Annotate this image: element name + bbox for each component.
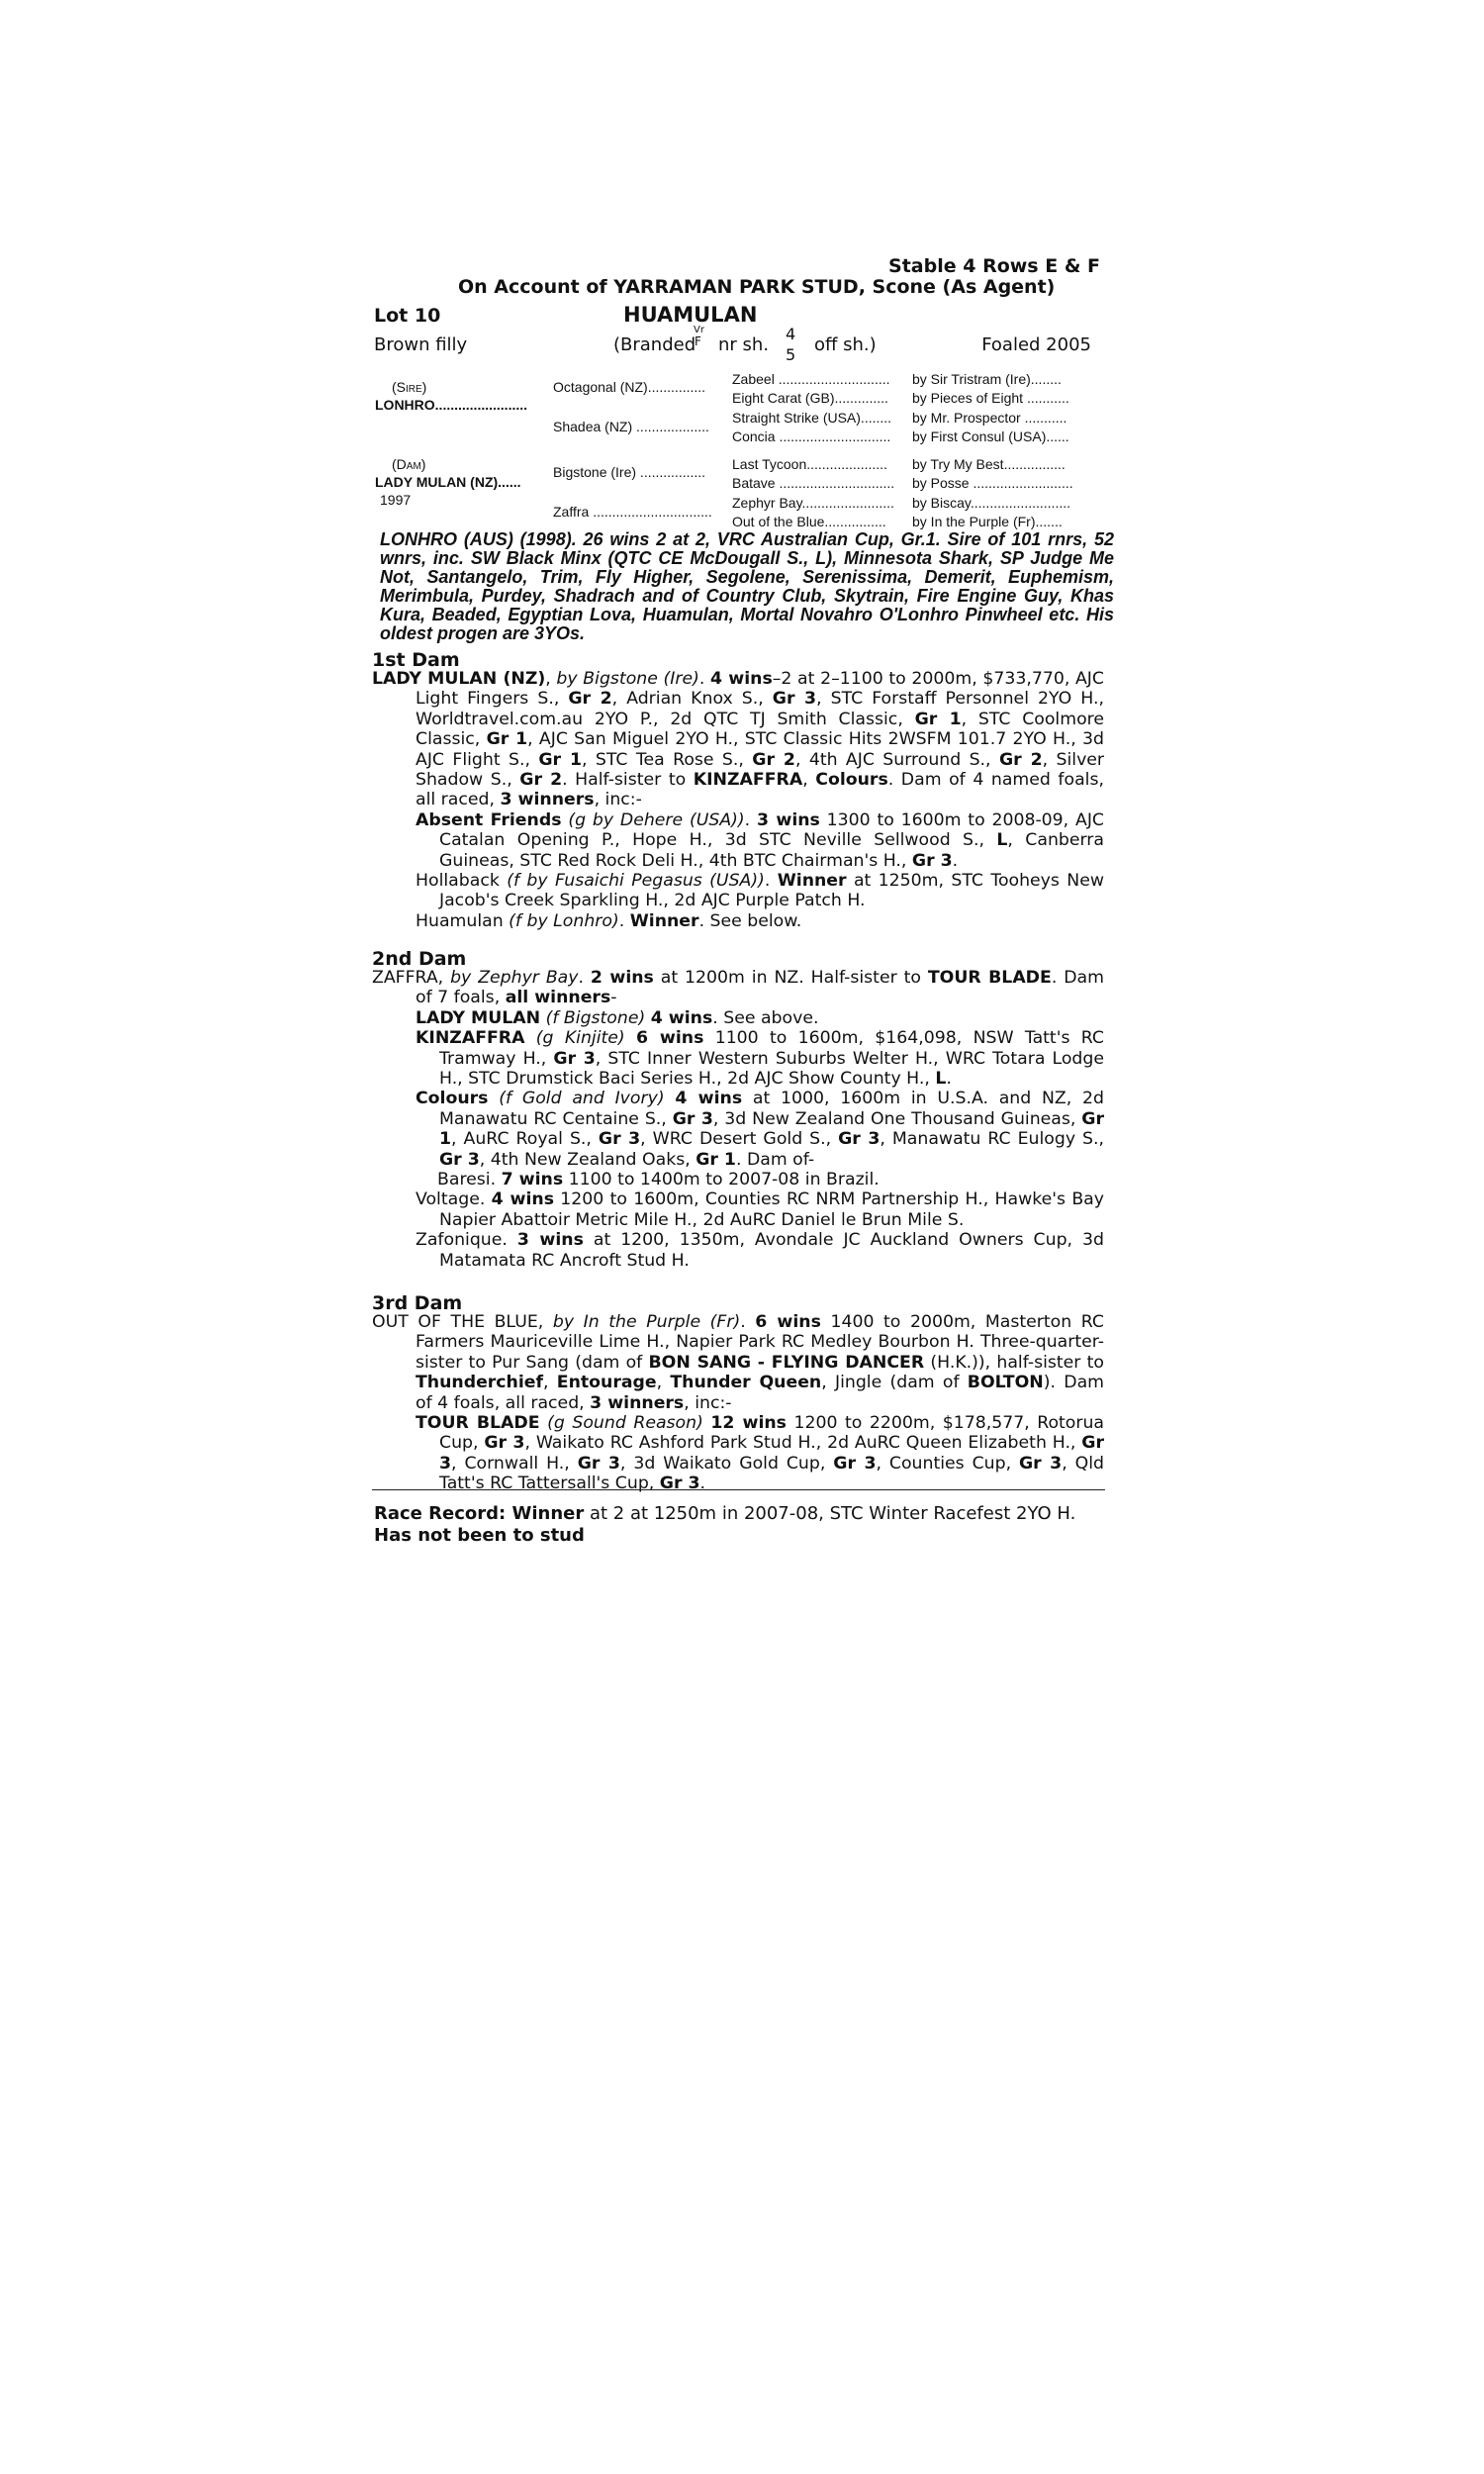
third-dam-section [372, 1312, 1104, 1494]
brand-suffix: off sh.) [814, 334, 877, 355]
brand-mark-top: Vr [694, 325, 704, 335]
pedigree-gen3: Last Tycoon..................... [732, 456, 887, 472]
second-dam-section [372, 968, 1104, 1271]
dam-sire: by Bigstone (Ire) [556, 669, 699, 689]
dam-name: LADY MULAN (NZ) [372, 669, 546, 689]
first-dam-heading: 1st Dam [372, 649, 460, 671]
progeny-entry: Huamulan (f by Lonhro). Winner. See below. [416, 910, 802, 931]
brand-fraction-denominator: 5 [786, 345, 796, 364]
pedigree-gen4: by First Consul (USA)...... [912, 428, 1069, 444]
pedigree-gen2: Bigstone (Ire) ................. [553, 464, 706, 480]
third-dam-heading: 3rd Dam [372, 1292, 463, 1314]
vendor-line: On Account of YARRAMAN PARK STUD, Scone (As Agent) [458, 276, 1056, 298]
brand-position: nr sh. [718, 334, 770, 355]
pedigree-gen3: Out of the Blue................ [732, 514, 886, 529]
sex-colour: Brown filly [374, 334, 468, 355]
pedigree-gen3: Zephyr Bay........................ [732, 495, 894, 511]
pedigree-gen4: by In the Purple (Fr)....... [912, 514, 1063, 529]
pedigree-gen4: by Try My Best................ [912, 456, 1066, 472]
progeny-entry: Voltage. 4 wins 1200 to 1600m, Counties RC NRM Partnership H., Hawke's Bay Napier Abattoir Metric Mile H., 2d AuRC Daniel le Brun Mile S. [416, 1189, 1104, 1230]
pedigree-gen3: Straight Strike (USA)........ [732, 410, 892, 426]
pedigree-gen3: Zabeel ............................. [732, 371, 890, 387]
pedigree-gen4: by Sir Tristram (Ire)........ [912, 371, 1062, 387]
brand-fraction-numerator: 4 [786, 325, 796, 343]
progeny-entry: Absent Friends (g by Dehere (USA)). 3 wins 1300 to 1600m to 2008-09, AJC Catalan Opening P., Hope H., 3d STC Neville Sellwood S., L, Canberra Guineas, STC Red Rock Deli H., 4th BTC Chairman's H., Gr 3. [416, 809, 1105, 871]
sire-name: LONHRO........................ [375, 397, 528, 413]
divider-rule [372, 1489, 1105, 1490]
stable-location: Stable 4 Rows E & F [888, 255, 1100, 277]
pedigree-gen4: by Pieces of Eight ........... [912, 390, 1069, 406]
brand-mark-bottom: F [695, 334, 701, 348]
pedigree-gen4: by Posse .......................... [912, 475, 1073, 491]
progeny-entry: KINZAFFRA (g Kinjite) 6 wins 1100 to 1600m, $164,098, NSW Tatt's RC Tramway H., Gr 3, STC Inner Western Suburbs Welter H., WRC Totara Lodge H., STC Drumstick Baci Series H., 2d AJC Show County H., L. [416, 1028, 1104, 1090]
horse-name: HUAMULAN [623, 303, 758, 327]
pedigree-gen4: by Biscay.......................... [912, 495, 1071, 511]
sire-label: (Sire) [392, 379, 427, 395]
dam-entry: LADY MULAN (NZ), by Bigstone (Ire). 4 wins–2 at 2–1100 to 2000m, $733,770, AJC Light Fingers S., Gr 2, Adrian Knox S., Gr 3, STC Forstaff Personnel 2YO H., Worldtravel.com.au 2YO P., 2d QTC TJ Smith Classic, Gr 1, STC Coolmore Classic, Gr 1, AJC San Miguel 2YO H., STC Classic Hits 2WSFM 101.7 2YO H., 3d AJC Flight S., Gr 1, STC Tea Rose S., Gr 2, 4th AJC Surround S., Gr 2, Silver Shadow S., Gr 2. Half-sister to KINZAFFRA, Colours. Dam of 4 named foals, all raced, 3 winners, inc:- [372, 669, 1105, 810]
pedigree-gen3: Batave .............................. [732, 475, 895, 491]
progeny-entry: Hollaback (f by Fusaichi Pegasus (USA)). Winner at 1250m, STC Tooheys New Jacob's Creek Sparkling H., 2d AJC Purple Patch H. [416, 871, 1104, 911]
progeny-entry: TOUR BLADE (g Sound Reason) 12 wins 1200 to 2200m, $178,577, Rotorua Cup, Gr 3, Waikato RC Ashford Park Stud H., 2d AuRC Queen Elizabeth H., Gr 3, Cornwall H., Gr 3, 3d Waikato Gold Cup, Gr 3, Counties Cup, Gr 3, Qld Tatt's RC Tattersall's Cup, Gr 3. [416, 1413, 1105, 1494]
pedigree-gen2: Zaffra ............................... [553, 504, 712, 520]
pedigree-gen3: Eight Carat (GB).............. [732, 390, 888, 406]
dam-name: LADY MULAN (NZ)...... [375, 474, 521, 490]
grand-progeny-entry: Baresi. 7 wins 1100 to 1400m to 2007-08 in Brazil. [437, 1170, 880, 1190]
second-dam-heading: 2nd Dam [372, 948, 467, 970]
pedigree-gen2: Shadea (NZ) ................... [553, 419, 709, 434]
dam-entry: ZAFFRA, by Zephyr Bay. 2 wins at 1200m in NZ. Half-sister to TOUR BLADE. Dam of 7 foals, all winners- [372, 968, 1104, 1008]
pedigree-gen4: by Mr. Prospector ........... [912, 410, 1067, 426]
foaled-year: Foaled 2005 [981, 334, 1091, 355]
sire-summary: LONHRO (AUS) (1998). 26 wins 2 at 2, VRC Australian Cup, Gr.1. Sire of 101 rnrs, 52 wnrs, inc. SW Black Minx (QTC CE McDougall S., L), Minnesota Shark, SP Judge Me Not, Santangelo, Trim, Fly Higher, Segolene, Serenissima, Demerit, Euphemism, Merimbula, Purdey, Shadrach and of Country Club, Skytrain, Fire Engine Guy, Khas Kura, Beaded, Egyptian Lova, Huamulan, Mortal Novahro O'Lonhro Pinwheel etc. His oldest progen are 3YOs. [380, 529, 1114, 643]
lot-number: Lot 10 [374, 305, 441, 327]
race-record: Race Record: Winner at 2 at 1250m in 2007-08, STC Winter Racefest 2YO H. [374, 1503, 1076, 1524]
first-dam-section [372, 669, 1104, 931]
progeny-entry: LADY MULAN (f Bigstone) 4 wins. See above. [416, 1007, 819, 1028]
brand-prefix: (Branded [613, 334, 696, 355]
dam-label: (Dam) [392, 456, 426, 472]
dam-entry: OUT OF THE BLUE, by In the Purple (Fr). 6 wins 1400 to 2000m, Masterton RC Farmers Mauriceville Lime H., Napier Park RC Medley Bourbon H. Three-quarter-sister to Pur Sang (dam of BON SANG - FLYING DANCER (H.K.)), half-sister to Thunderchief, Entourage, Thunder Queen, Jingle (dam of BOLTON). Dam of 4 foals, all raced, 3 winners, inc:- [372, 1312, 1104, 1413]
progeny-entry: Zafonique. 3 wins at 1200, 1350m, Avondale JC Auckland Owners Cup, 3d Matamata RC Ancroft Stud H. [416, 1230, 1104, 1271]
dam-foaled: 1997 [380, 492, 412, 508]
stud-status: Has not been to stud [374, 1525, 585, 1546]
pedigree-gen3: Concia ............................. [732, 428, 891, 444]
pedigree-gen2: Octagonal (NZ)............... [553, 379, 706, 395]
progeny-entry: Colours (f Gold and Ivory) 4 wins at 1000, 1600m in U.S.A. and NZ, 2d Manawatu RC Centaine S., Gr 3, 3d New Zealand One Thousand Guineas, Gr 1, AuRC Royal S., Gr 3, WRC Desert Gold S., Gr 3, Manawatu RC Eulogy S., Gr 3, 4th New Zealand Oaks, Gr 1. Dam of- [416, 1089, 1105, 1170]
